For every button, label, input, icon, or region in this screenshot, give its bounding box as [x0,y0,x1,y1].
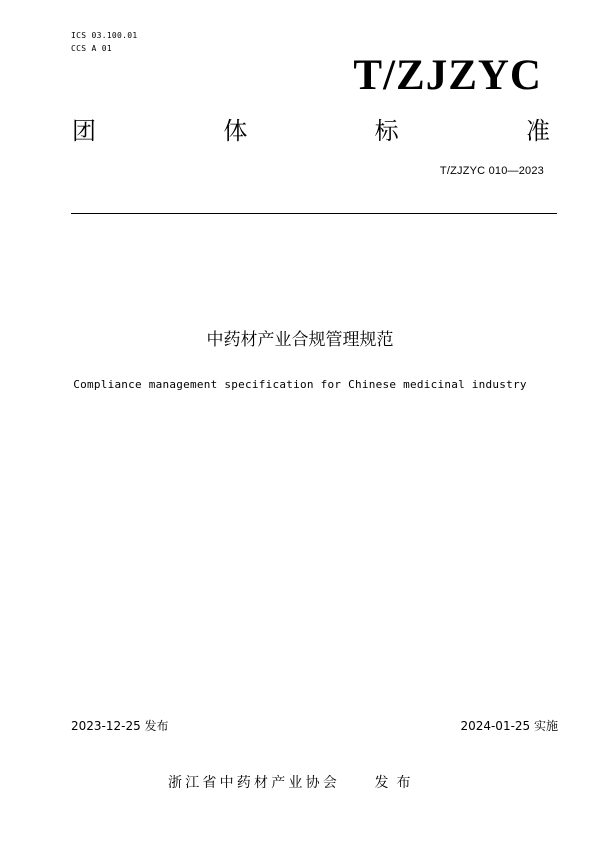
organization-code: T/ZJZYC [353,52,542,99]
header-divider [71,213,557,214]
ccs-code: CCS A 01 [71,44,112,53]
effective-date: 2024-01-25 实施 [460,719,558,733]
standard-type-char: 标 [374,117,399,145]
standard-number: T/ZJZYC 010—2023 [439,165,544,177]
standard-type [72,116,550,146]
issuer-name: 浙江省中药材产业协会 [168,775,340,791]
standard-type-char: 体 [223,117,248,145]
publish-date: 2023-12-25 发布 [71,719,169,733]
issuer-action: 发布 [374,775,419,791]
standard-type-char: 准 [525,117,550,145]
document-title-english: Compliance management specification for Chinese medicinal industry [73,378,527,391]
document-title-chinese: 中药材产业合规管理规范 [206,330,394,350]
ics-code: ICS 03.100.01 [71,31,138,40]
standard-type-char: 团 [72,117,96,145]
issuer-line [168,773,418,793]
